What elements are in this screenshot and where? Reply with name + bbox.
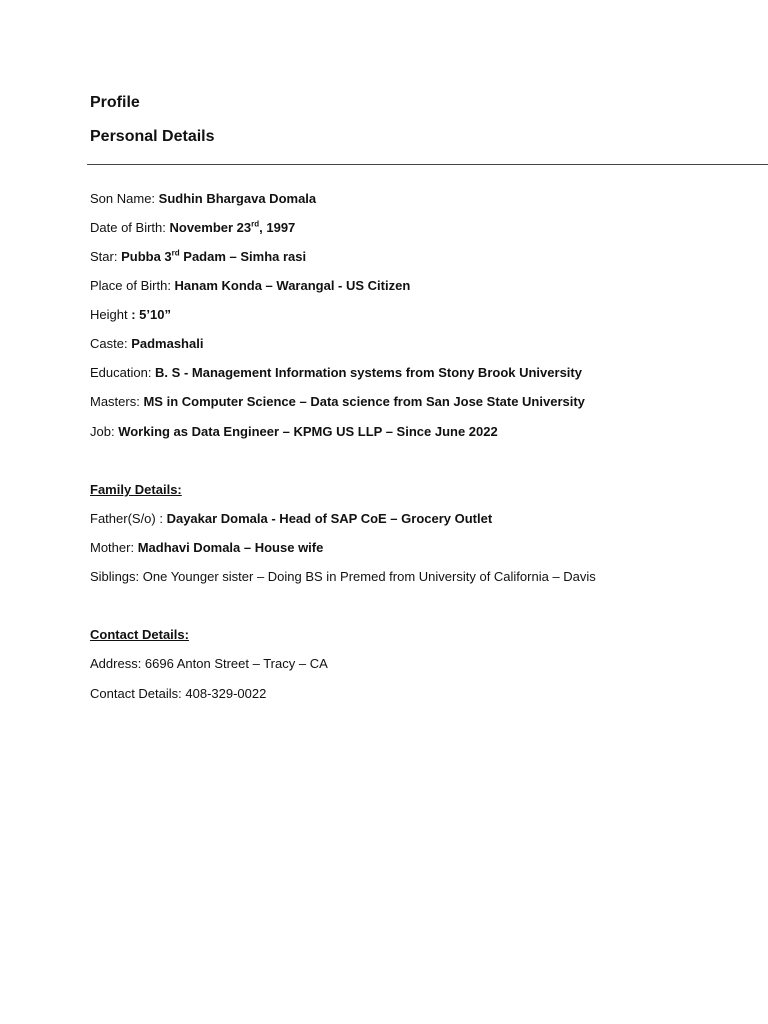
mother-row bbox=[90, 540, 323, 556]
height-label: Height bbox=[90, 307, 132, 322]
mother-label: Mother: bbox=[90, 540, 138, 555]
date-of-birth-superscript: rd bbox=[251, 219, 260, 229]
star-superscript: rd bbox=[171, 248, 180, 258]
height-row bbox=[90, 307, 171, 323]
caste-value: Padmashali bbox=[131, 336, 204, 351]
star-value-rest: Padam – Simha rasi bbox=[179, 249, 307, 264]
job-value: Working as Data Engineer – KPMG US LLP – Since June 2022 bbox=[118, 424, 498, 439]
section-heading-family-details: Family Details: bbox=[90, 482, 182, 497]
education-label: Education: bbox=[90, 365, 156, 380]
masters-label: Masters: bbox=[90, 394, 144, 409]
star-value-main: Pubba 3 bbox=[121, 249, 172, 264]
address-row bbox=[90, 656, 328, 672]
son-name-label: Son Name: bbox=[90, 191, 159, 206]
date-of-birth-value-year: , 1997 bbox=[259, 220, 296, 235]
mother-value: Madhavi Domala – House wife bbox=[137, 540, 324, 555]
height-value: : 5’10” bbox=[131, 307, 171, 322]
siblings-row bbox=[90, 569, 596, 585]
horizontal-divider bbox=[87, 164, 768, 165]
education-row bbox=[90, 365, 582, 381]
masters-row bbox=[90, 394, 585, 410]
star-row bbox=[90, 249, 306, 265]
place-of-birth-row bbox=[90, 278, 410, 294]
job-row bbox=[90, 424, 498, 440]
education-value: B. S - Management Information systems from Stony Brook University bbox=[155, 365, 582, 380]
date-of-birth-label: Date of Birth: bbox=[90, 220, 170, 235]
son-name-row bbox=[90, 191, 316, 207]
date-of-birth-value-main: November 23 bbox=[169, 220, 252, 235]
place-of-birth-label: Place of Birth: bbox=[90, 278, 175, 293]
son-name-value: Sudhin Bhargava Domala bbox=[158, 191, 317, 206]
siblings-value: One Younger sister – Doing BS in Premed from University of California – Davis bbox=[142, 569, 596, 584]
phone-label: Contact Details: bbox=[90, 686, 186, 701]
phone-row bbox=[90, 686, 266, 702]
job-label: Job: bbox=[90, 424, 119, 439]
star-value bbox=[121, 249, 306, 264]
section-heading-contact-details: Contact Details: bbox=[90, 627, 189, 642]
father-label: Father(S/o) : bbox=[90, 511, 167, 526]
father-row bbox=[90, 511, 492, 527]
star-label: Star: bbox=[90, 249, 122, 264]
place-of-birth-value: Hanam Konda – Warangal - US Citizen bbox=[174, 278, 411, 293]
father-value: Dayakar Domala - Head of SAP CoE – Grocery Outlet bbox=[166, 511, 493, 526]
date-of-birth-value bbox=[169, 220, 295, 235]
phone-value: 408-329-0022 bbox=[185, 686, 267, 701]
caste-label: Caste: bbox=[90, 336, 132, 351]
masters-value: MS in Computer Science – Data science from San Jose State University bbox=[143, 394, 585, 409]
section-heading-personal-details: Personal Details bbox=[90, 128, 215, 145]
page-title: Profile bbox=[90, 94, 140, 111]
address-label: Address: bbox=[90, 656, 145, 671]
caste-row bbox=[90, 336, 203, 352]
date-of-birth-row bbox=[90, 220, 295, 236]
address-value: 6696 Anton Street – Tracy – CA bbox=[144, 656, 328, 671]
siblings-label: Siblings: bbox=[90, 569, 143, 584]
